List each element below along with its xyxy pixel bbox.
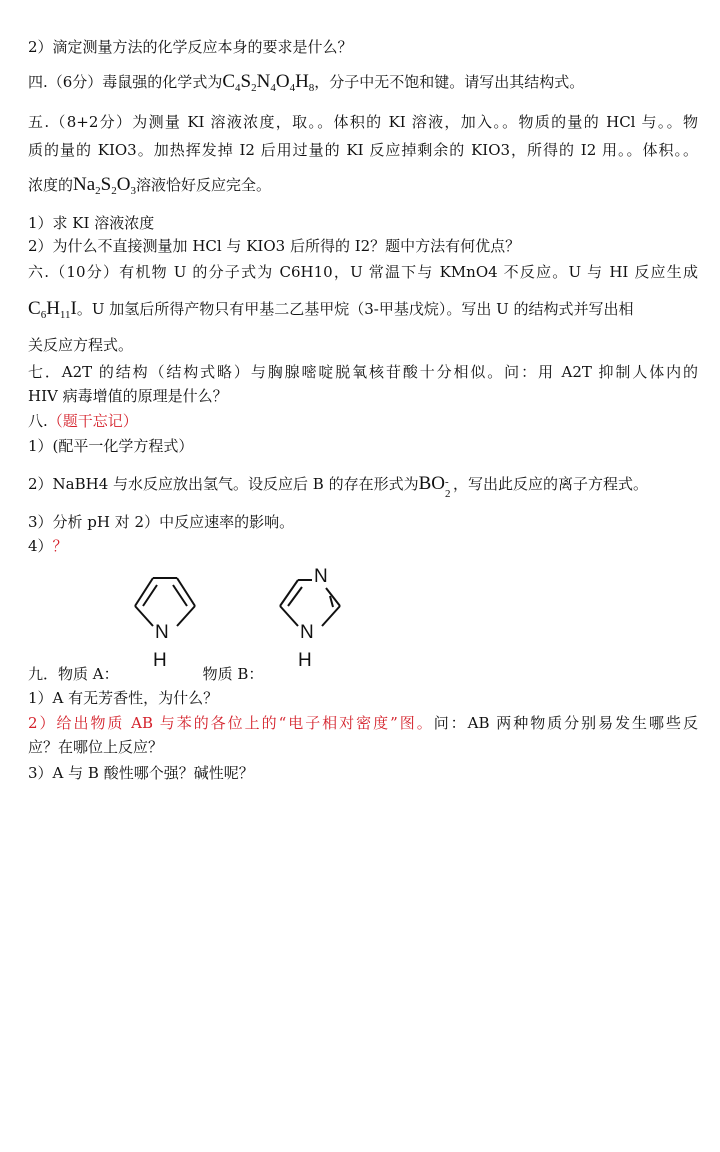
hydrogen-label: H <box>153 650 167 671</box>
question-6-line-3 <box>28 334 698 356</box>
question-8-part-4 <box>28 535 698 557</box>
missing-mark: ？ <box>52 537 68 555</box>
question-text: ，写出此反应的离子方程式。 <box>453 475 649 493</box>
substance-b-label: 物质 B： <box>202 665 264 683</box>
question-6-line-2 <box>28 298 698 326</box>
question-8-part-3 <box>28 511 698 533</box>
nitrogen-label: N <box>155 622 169 643</box>
question-6-line-1 <box>28 261 698 283</box>
question-text: ，分子中无不饱和键。请写出其结构式。 <box>314 73 585 91</box>
hydrogen-label: H <box>298 650 312 671</box>
highlighted-question: 2）给出物质 AB 与苯的各位上的“电子相对密度”图。 <box>28 714 434 732</box>
question-text: 浓度的 <box>28 176 74 194</box>
question-8-part-1 <box>28 435 698 457</box>
question-text: 2）NaBH4 与水反应放出氢气。设反应后 B 的存在形式为 <box>28 475 419 493</box>
question-8-part-2 <box>28 473 698 500</box>
question-text: 应？在哪位上反应？ <box>28 738 164 756</box>
question-7-line-1 <box>28 361 698 383</box>
question-8 <box>28 410 698 432</box>
pyrrole-ring <box>125 568 205 673</box>
question-text: 关反应方程式。 <box>28 336 134 354</box>
substance-a-label: 九．物质 A： <box>28 665 119 683</box>
question-5-part-1 <box>28 212 698 234</box>
question-text: 1）(配平一化学方程式） <box>28 437 194 455</box>
question-text: 质的量的 KIO3。加热挥发掉 I2 后用过量的 KI 反应掉剩余的 KIO3，所得的 I2 用。。体积。。 <box>28 141 698 159</box>
question-text: 六.（10分）有机物 U 的分子式为 C6H10，U 常温下与 KMnO4 不反应。U 与 HI 反应生成 <box>28 263 698 281</box>
question-9-part-2-line-2 <box>28 736 698 758</box>
question-text: 。U 加氢后所得产物只有甲基二乙基甲烷（3-甲基戊烷）。写出 U 的结构式并写出相 <box>76 300 634 318</box>
question-5-line-2 <box>28 139 698 161</box>
question-text: 溶液恰好反应完全。 <box>135 176 271 194</box>
question-5-line-1 <box>28 111 698 133</box>
thiosulfate-formula: $Na_2S_2O_3$ <box>73 174 136 197</box>
question-9-part-1 <box>28 687 698 709</box>
imidazole-structure <box>270 560 350 672</box>
forgotten-note: （题干忘记） <box>47 412 138 430</box>
question-text: 2）滴定测量方法的化学反应本身的要求是什么？ <box>28 38 353 56</box>
question-text: 七．A2T 的结构（结构式略）与胸腺嘧啶脱氧核苷酸十分相似。问：用 A2T 抑制人体内的 <box>28 363 698 381</box>
pyrrole-structure <box>125 568 205 673</box>
question-5-line-3 <box>28 174 698 202</box>
question-3-part-2 <box>28 36 698 58</box>
question-9 <box>28 663 698 685</box>
question-text: 1）A 有无芳香性，为什么？ <box>28 689 219 707</box>
question-text: 2）为什么不直接测量加 HCl 与 KIO3 后所得的 I2？题中方法有何优点？ <box>28 237 521 255</box>
question-text: 八. <box>28 412 48 430</box>
imidazole-ring <box>270 560 350 672</box>
question-text: 问：AB 两种物质分别易发生哪些反 <box>433 714 698 732</box>
question-text: 四.（6分）毒鼠强的化学式为 <box>28 73 223 91</box>
nitrogen-bottom-label: N <box>300 622 314 643</box>
iodide-formula: $C_6H_{11}I$ <box>28 298 77 321</box>
borate-formula: BO - 2 <box>418 473 451 500</box>
question-7-line-2 <box>28 385 698 407</box>
question-text: 4） <box>28 537 53 555</box>
tetramine-formula: $C_4S_2N_4O_4H_8$ <box>222 71 315 94</box>
question-text: HIV 病毒增值的原理是什么？ <box>28 387 228 405</box>
question-9-part-3 <box>28 762 698 784</box>
question-5-part-2 <box>28 235 698 257</box>
question-text: 3）分析 pH 对 2）中反应速率的影响。 <box>28 513 295 531</box>
nitrogen-top-label: N <box>314 566 328 587</box>
question-4 <box>28 71 698 99</box>
question-9-part-2-line-1 <box>28 712 698 734</box>
question-text: 3）A 与 B 酸性哪个强？碱性呢？ <box>28 764 254 782</box>
question-text: 1）求 KI 溶液浓度 <box>28 214 155 232</box>
question-text: 五.（8+2分）为测量 KI 溶液浓度，取。。体积的 KI 溶液，加入。。物质的量的 HCl 与。。物 <box>28 113 698 131</box>
